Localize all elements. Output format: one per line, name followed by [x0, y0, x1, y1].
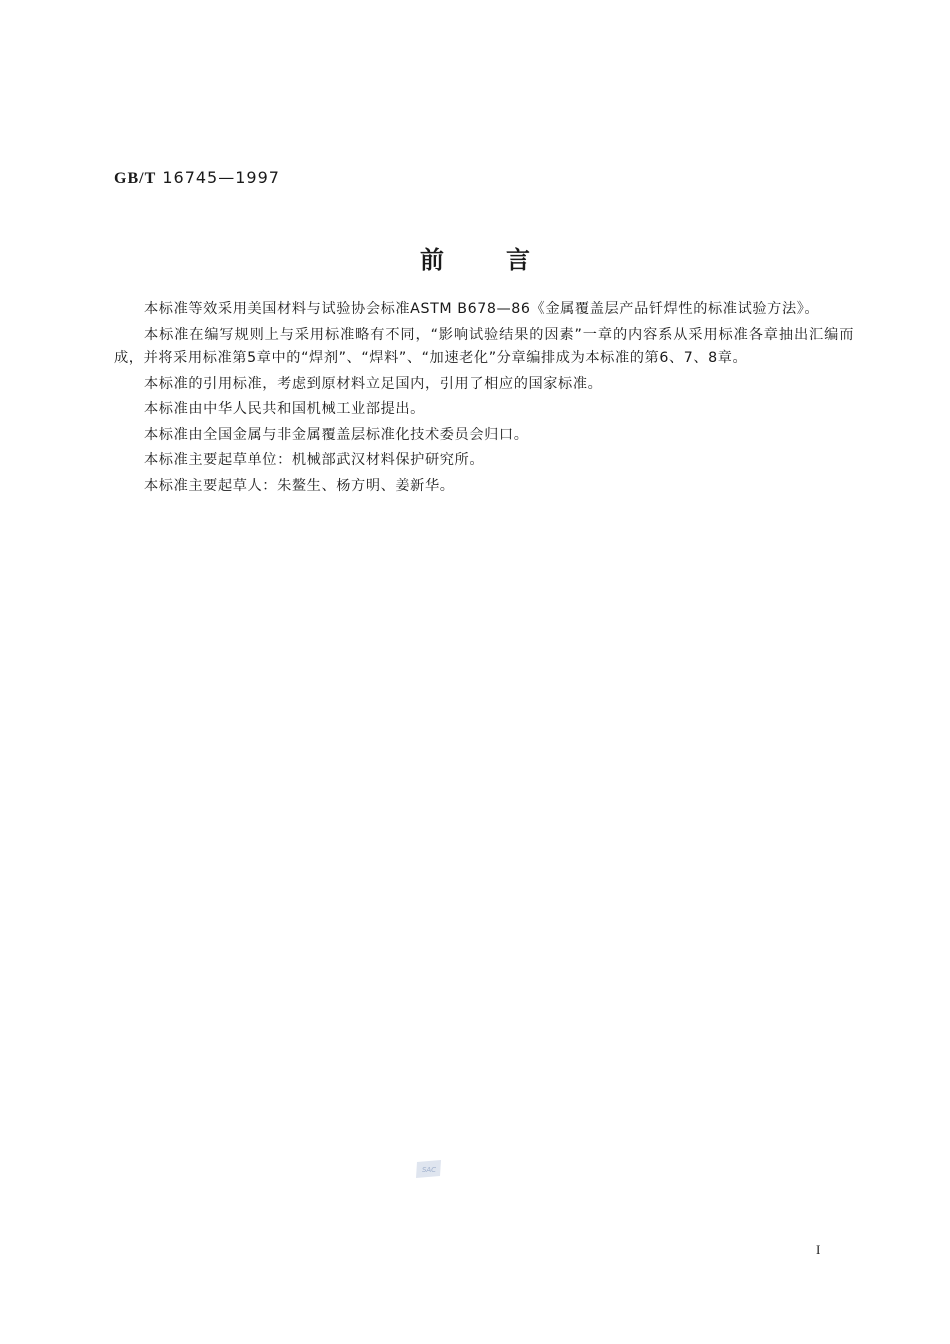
paragraph: 本标准由全国金属与非金属覆盖层标准化技术委员会归口。: [144, 426, 529, 443]
paragraph: 本标准的引用标准，考虑到原材料立足国内，引用了相应的国家标准。: [144, 375, 603, 392]
foreword-body: [114, 298, 854, 500]
paragraph: 本标准等效采用美国材料与试验协会标准ASTM B678—86《金属覆盖层产品钎焊性的标准试验方法》。: [144, 301, 820, 317]
page-title: 前言: [420, 246, 592, 274]
sac-watermark-logo: [414, 1158, 444, 1180]
standard-code-prefix: GB/T: [114, 170, 157, 187]
paragraph: 本标准在编写规则上与采用标准略有不同，“影响试验结果的因素”一章的内容系从采用标准各章抽出汇编而成，并将采用标准第5章中的“焊剂”、“焊料”、“加速老化”分章编排成为本标准的第6、7、8章。: [114, 326, 854, 366]
paragraph: 本标准主要起草单位：机械部武汉材料保护研究所。: [144, 452, 485, 468]
standard-code: [114, 168, 280, 188]
paragraph: 本标准主要起草人：朱鳌生、杨方明、姜新华。: [144, 477, 455, 494]
standard-code-number: 16745—1997: [162, 168, 280, 187]
svg-text:SAC: SAC: [421, 1166, 437, 1174]
paragraph: 本标准由中华人民共和国机械工业部提出。: [144, 401, 425, 417]
page-number: I: [816, 1242, 821, 1257]
